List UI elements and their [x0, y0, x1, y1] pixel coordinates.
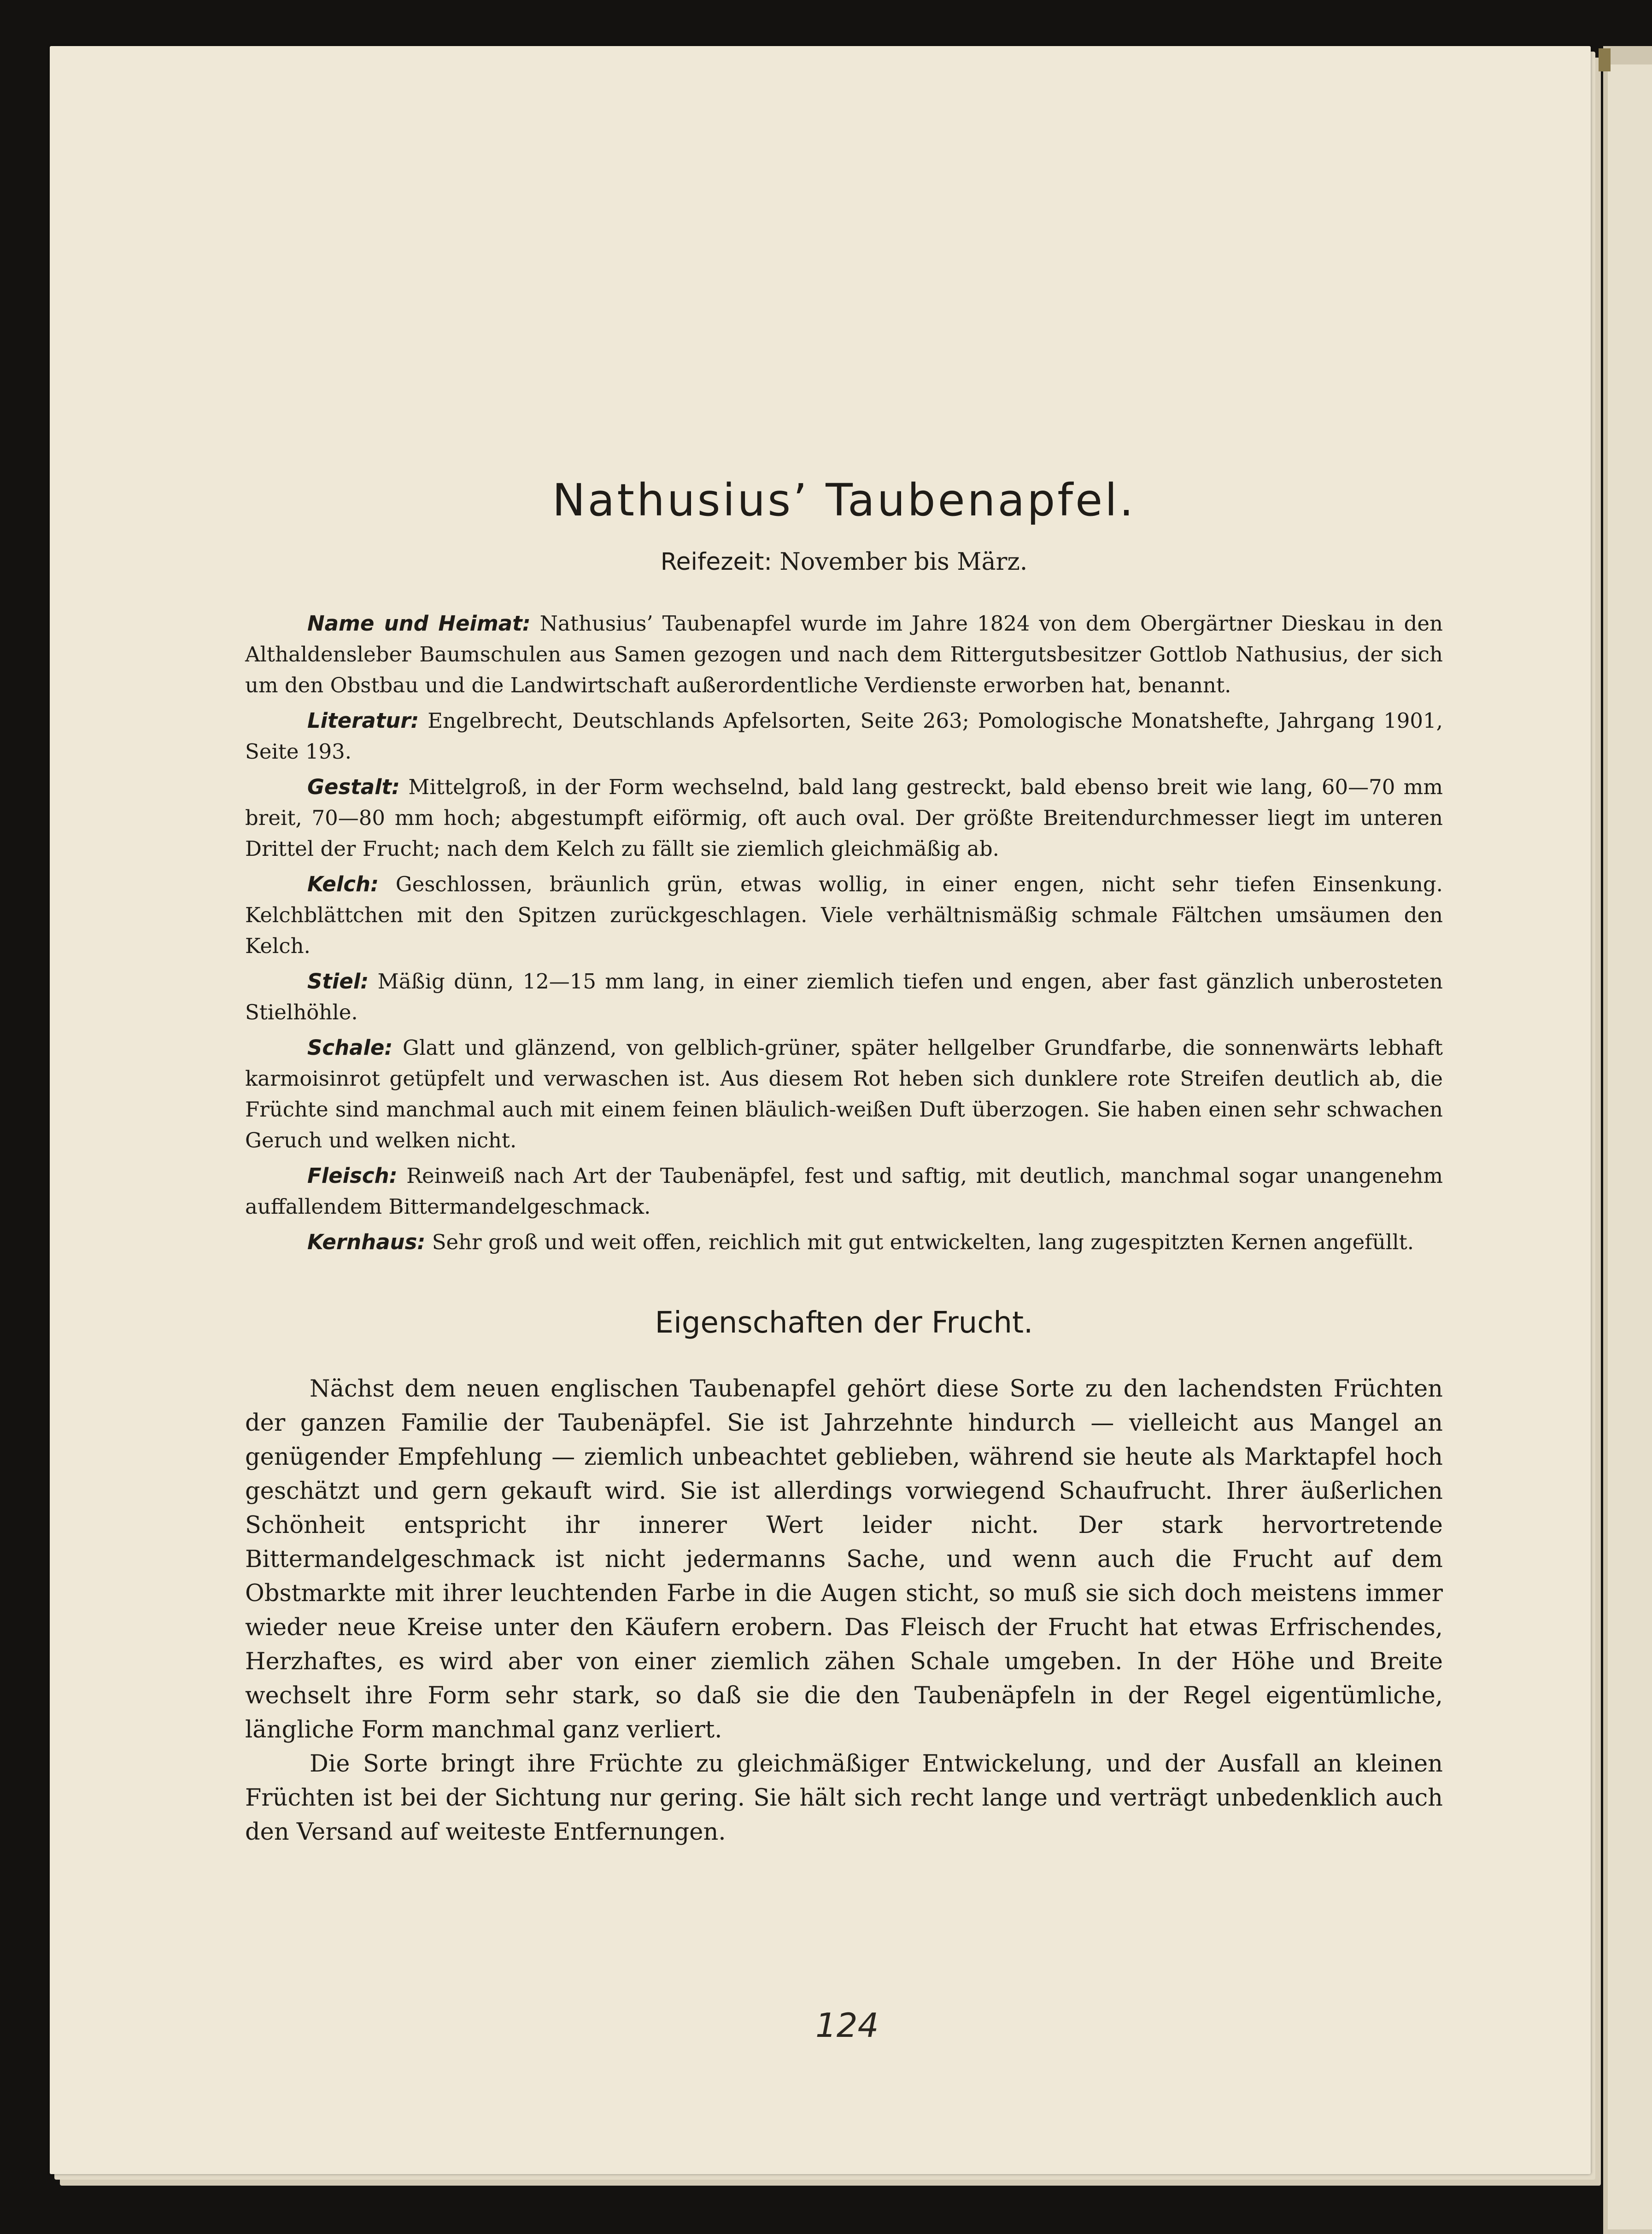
- entry-literatur: [245, 705, 1443, 767]
- page-title: Nathusius’ Taubenapfel.: [552, 474, 1136, 526]
- entry-text: Geschlossen, bräunlich grün, etwas wollig, in einer engen, nicht sehr tiefen Einsenkung. Kelchblättchen mit den Spitzen zurückgeschlagen. Viele verhältnismäßig schmale Fältchen umsäumen den Kelch.: [245, 872, 1443, 958]
- entry-gestalt: [245, 772, 1443, 864]
- entry-text: Glatt und glänzend, von gelblich-grüner, später hellgelber Grundfarbe, die sonnenwärts lebhaft karmoisinrot getüpfelt und verwaschen ist. Aus diesem Rot heben sich dunklere rote Streifen deutlich ab, die Früchte sind manchmal auch mit einem feinen bläulich-weißen Duft überzogen. Sie haben einen sehr schwachen Geruch und welken nicht.: [245, 1035, 1443, 1152]
- adjacent-page-edge-inner: [1608, 64, 1652, 2229]
- entry-term: Kernhaus:: [307, 1230, 426, 1254]
- ripening-time-value: November bis März.: [779, 548, 1028, 576]
- entry-text: Engelbrecht, Deutschlands Apfelsorten, Seite 263; Pomologische Monatshefte, Jahrgang 1901, Seite 193.: [245, 708, 1443, 764]
- entry-text: Nathusius’ Taubenapfel wurde im Jahre 1824 von dem Obergärtner Dieskau in den Althaldensleber Baumschulen aus Samen gezogen und nach dem Rittergutsbesitzer Gottlob Nathusius, der sich um den Obstbau und die Landwirtschaft außerordentliche Verdienste erworben hat, benannt.: [245, 611, 1443, 697]
- entry-text: Reinweiß nach Art der Taubenäpfel, fest und saftig, mit deutlich, manchmal sogar unangenehm auffallendem Bittermandelgeschmack.: [245, 1164, 1443, 1219]
- ripening-time-label: Reifezeit:: [660, 548, 772, 576]
- entry-term: Literatur:: [307, 708, 419, 733]
- page-number: 124: [815, 2006, 879, 2045]
- entry-text: Sehr groß und weit offen, reichlich mit gut entwickelten, lang zugespitzten Kernen angefüllt.: [432, 1230, 1414, 1254]
- entry-term: Stiel:: [307, 969, 369, 994]
- entry-term: Fleisch:: [307, 1164, 398, 1188]
- page-content: [245, 474, 1443, 1849]
- entry-name-und-heimat: [245, 608, 1443, 701]
- entry-stiel: [245, 966, 1443, 1028]
- entry-text: Mäßig dünn, 12—15 mm lang, in einer ziemlich tiefen und engen, aber fast gänzlich unberosteten Stielhöhle.: [245, 969, 1443, 1024]
- entry-term: Gestalt:: [307, 775, 400, 799]
- entry-kelch: [245, 869, 1443, 961]
- entry-schale: [245, 1032, 1443, 1156]
- entry-kernhaus: [245, 1227, 1443, 1257]
- entry-term: Kelch:: [307, 872, 379, 896]
- entry-term: Schale:: [307, 1035, 393, 1060]
- entry-term: Name und Heimat:: [307, 611, 531, 636]
- section-paragraph: Nächst dem neuen englischen Taubenapfel gehört diese Sorte zu den lachendsten Früchten der ganzen Familie der Taubenäpfel. Sie ist Jahrzehnte hindurch — vielleicht aus Mangel an genügender Empfehlung — ziemlich unbeachtet geblieben, während sie heute als Marktapfel hoch geschätzt und gern gekauft wird. Sie ist allerdings vorwiegend Schaufrucht. Ihrer äußerlichen Schönheit entspricht ihr innerer Wert leider nicht. Der stark hervortretende Bittermandelgeschmack ist nicht jedermanns Sache, und wenn auch die Frucht auf dem Obstmarkte mit ihrer leuchtenden Farbe in die Augen sticht, so muß sie sich doch meistens immer wieder neue Kreise unter den Käufern erobern. Das Fleisch der Frucht hat etwas Erfrischendes, Herzhaftes, es wird aber von einer ziemlich zähen Schale umgeben. In der Höhe und Breite wechselt ihre Form sehr stark, so daß sie die den Taubenäpfeln in der Regel eigentümliche, längliche Form manchmal ganz verliert.: [245, 1375, 1443, 1743]
- section-heading: Eigenschaften der Frucht.: [655, 1306, 1033, 1340]
- entry-fleisch: [245, 1160, 1443, 1222]
- entry-text: Mittelgroß, in der Form wechselnd, bald lang gestreckt, bald ebenso breit wie lang, 60—70 mm breit, 70—80 mm hoch; abgestumpft eiförmig, oft auch oval. Der größte Breitendurchmesser liegt im unteren Drittel der Frucht; nach dem Kelch zu fällt sie ziemlich gleichmäßig ab.: [245, 775, 1443, 861]
- ripening-time: [245, 548, 1443, 576]
- binding-corner: [1599, 48, 1611, 71]
- section-paragraph: Die Sorte bringt ihre Früchte zu gleichmäßiger Entwickelung, und der Ausfall an kleinen Früchten ist bei der Sichtung nur gering. Sie hält sich recht lange und verträgt unbedenklich auch den Versand auf weiteste Entfernungen.: [245, 1750, 1443, 1846]
